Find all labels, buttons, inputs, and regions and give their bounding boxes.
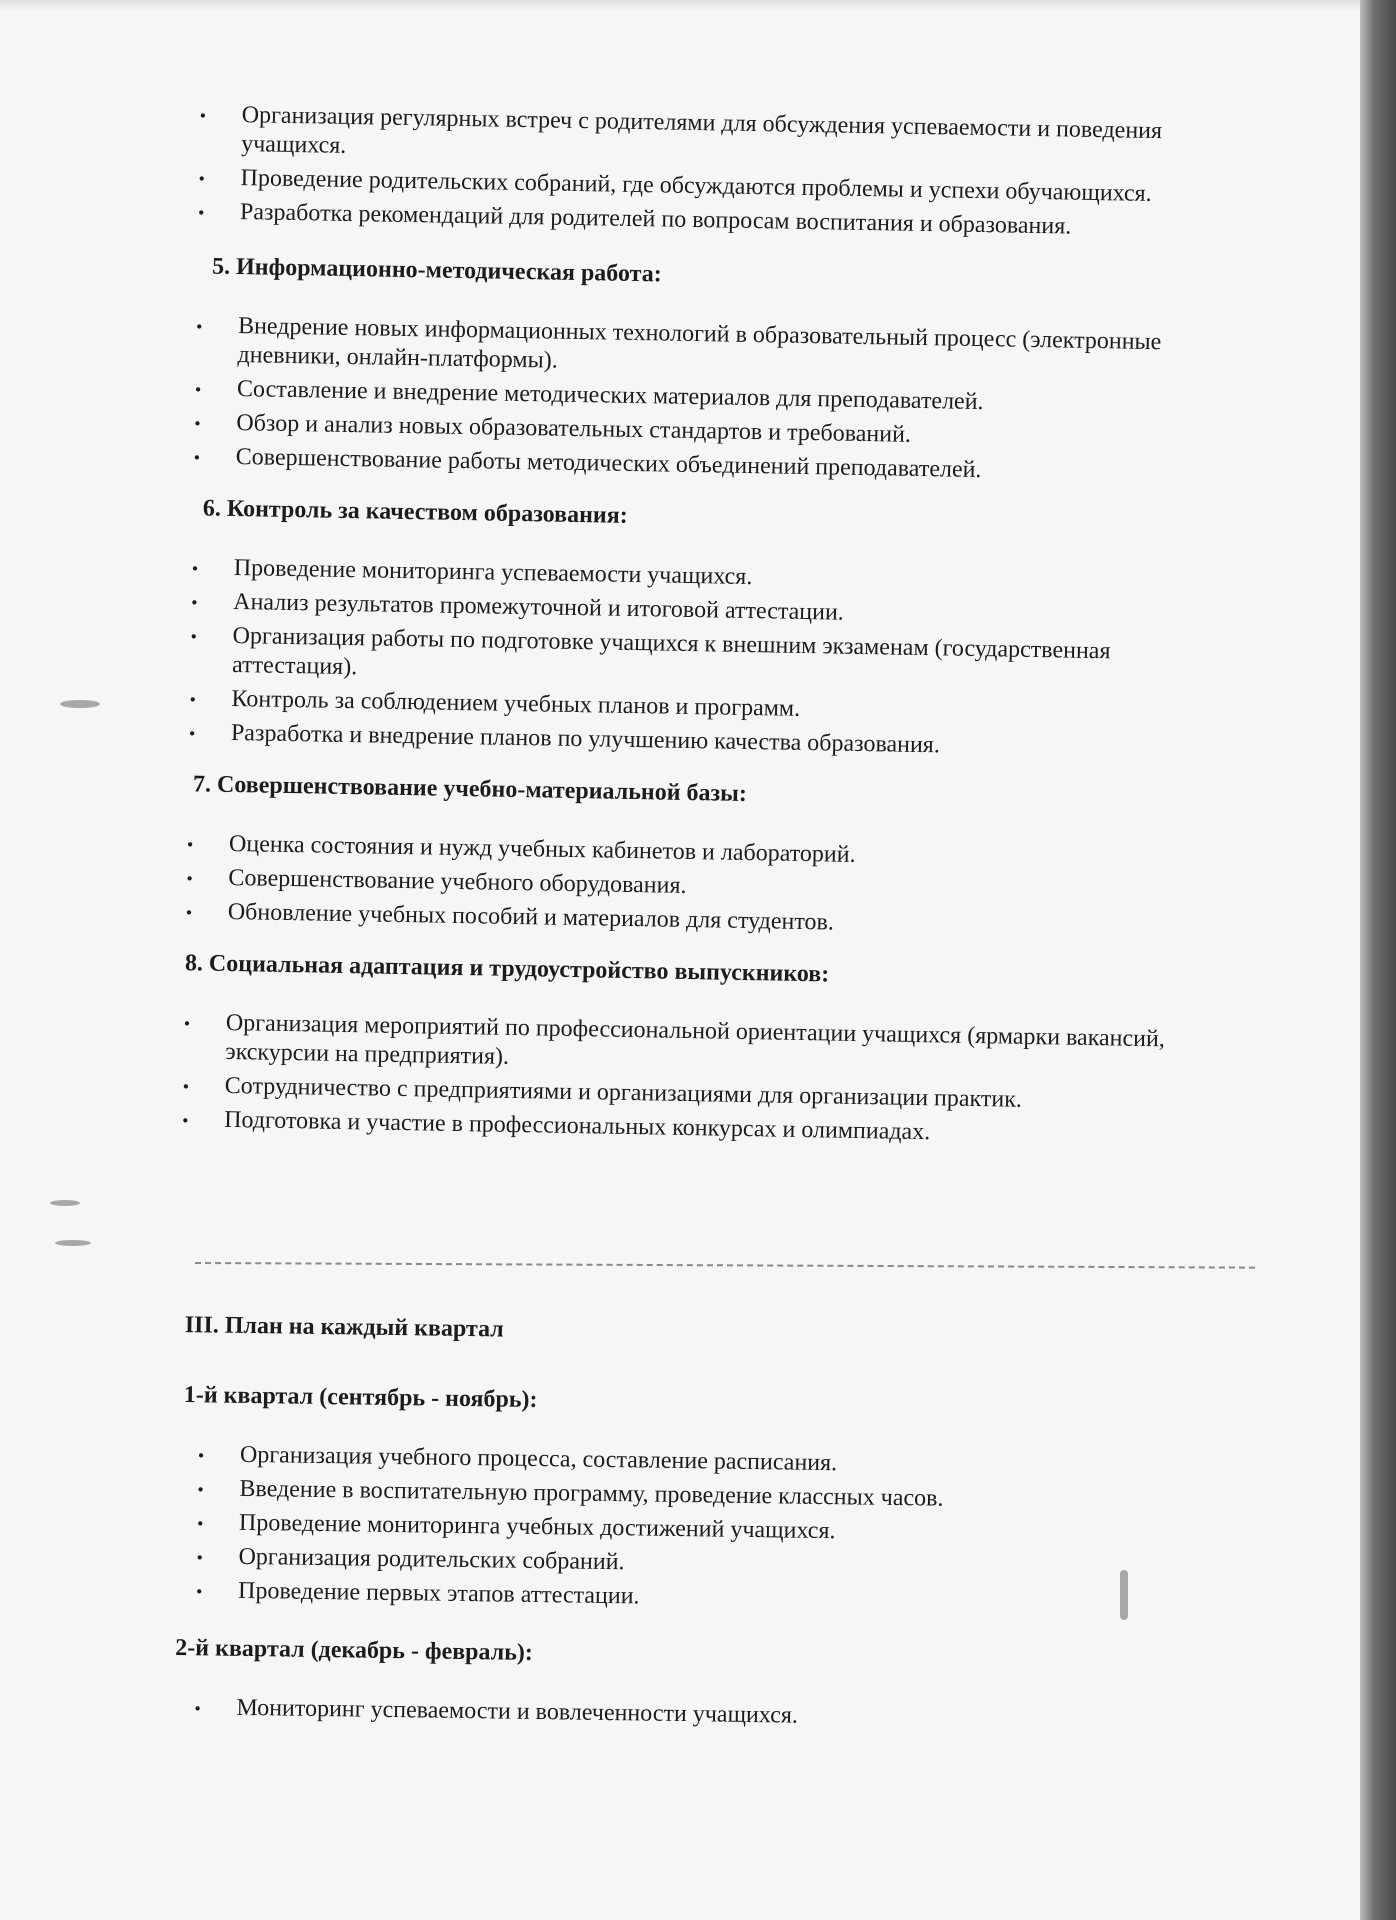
list-item: • Контроль за соблюдением учебных планов и программ. (189, 685, 801, 722)
bullet-icon: • (195, 1581, 203, 1602)
part-title: III. План на каждый квартал (184, 1312, 504, 1343)
list-item: • Обновление учебных пособий и материалов для студентов. (185, 898, 835, 936)
list-item: • Мониторинг успеваемости и вовлеченности учащихся. (194, 1694, 799, 1729)
list-item: • Организация регулярных встреч с родителями для обсуждения успеваемости и поведения учащихся. (199, 102, 1163, 159)
list-item: • Внедрение новых информационных технологий в образовательный процесс (электронные дневники, онлайн-платформы). (195, 313, 1162, 374)
bullet-icon: • (199, 105, 207, 126)
scan-smudge (55, 1240, 91, 1246)
list-item: • Оценка состояния и нужд учебных кабинетов и лабораторий. (186, 830, 856, 868)
list-item: • Проведение родительских собраний, где обсуждаются проблемы и успехи обучающихся. (198, 165, 1152, 207)
scan-smudge (50, 1200, 80, 1206)
bullet-icon: • (186, 834, 194, 855)
list-item: • Проведение мониторинга учебных достижений учащихся. (196, 1509, 836, 1545)
bullet-icon: • (188, 723, 196, 744)
list-item: • Организация работы по подготовке учащихся к внешним экзаменам (государственная аттестация). (190, 623, 1111, 681)
bullet-icon: • (194, 413, 201, 434)
section-list (174, 311, 1257, 490)
bullet-icon: • (194, 1698, 201, 1719)
quarter-title: 2-й квартал (декабрь - февраль): (175, 1634, 534, 1666)
bullet-icon: • (197, 1445, 205, 1466)
bullet-icon: • (183, 1013, 191, 1034)
list-item: • Совершенствование работы методических объединений преподавателей. (193, 444, 982, 484)
list-item: • Подготовка и участие в профессиональных конкурсах и олимпиадах. (182, 1106, 931, 1146)
list-item: • Разработка и внедрение планов по улучшению качества образования. (188, 719, 941, 759)
bullet-icon: • (198, 168, 206, 189)
bullet-icon: • (193, 447, 201, 468)
section-list (169, 553, 1252, 766)
bullet-icon: • (197, 202, 205, 223)
quarter-title: 1-й квартал (сентябрь - ноябрь): (183, 1382, 538, 1413)
document-page-lower (174, 1310, 1260, 1742)
section-list (166, 829, 1248, 945)
document-page-upper (162, 100, 1260, 1158)
scan-smudge (60, 700, 100, 708)
bullet-icon: • (196, 1547, 204, 1568)
list-item: • Сотрудничество с предприятиями и организациями для организации практик. (182, 1072, 1023, 1113)
list-item: • Организация родительских собраний. (196, 1543, 625, 1576)
bullet-icon: • (194, 379, 202, 400)
list-item: • Составление и внедрение методических материалов для преподавателей. (194, 376, 984, 416)
scan-right-edge (1360, 0, 1396, 1920)
bullet-icon: • (186, 868, 193, 889)
bullet-icon: • (182, 1076, 190, 1097)
list-item: • Проведение первых этапов аттестации. (195, 1577, 640, 1610)
scan-top-shadow (0, 0, 1396, 10)
list-item: • Организация учебного процесса, составление расписания. (197, 1441, 838, 1477)
section-title: 7. Совершенствование учебно-материальной базы: (192, 771, 748, 807)
list-item: • Обзор и анализ новых образовательных стандартов и требований. (194, 410, 912, 448)
list-item: • Организация мероприятий по профессиональной ориентации учащихся (ярмарки вакансий, экскурсии на предприятия). (183, 1009, 1166, 1070)
bullet-icon: • (191, 558, 199, 579)
bullet-icon: • (196, 1513, 204, 1534)
page-divider (195, 1262, 1255, 1269)
quarter-list (174, 1693, 1254, 1737)
section-title: 6. Контроль за качеством образования: (202, 495, 628, 529)
bullet-icon: • (197, 1479, 204, 1500)
list-item: • Совершенствование учебного оборудования. (186, 864, 687, 899)
bullet-icon: • (190, 626, 198, 647)
quarter-list (176, 1440, 1258, 1620)
list-item: • Разработка рекомендаций для родителей по вопросам воспитания и образования. (197, 199, 1072, 240)
list-item: • Проведение мониторинга успеваемости учащихся. (191, 555, 753, 591)
parent-work-list (178, 100, 1260, 245)
bullet-icon: • (195, 316, 203, 337)
list-item: • Анализ результатов промежуточной и итоговой аттестации. (191, 589, 845, 626)
bullet-icon: • (189, 689, 197, 710)
section-title: 5. Информационно-методическая работа: (211, 253, 662, 288)
section-title: 8. Социальная адаптация и трудоустройство выпускников: (184, 950, 830, 988)
bullet-icon: • (185, 902, 193, 923)
list-item: • Введение в воспитательную программу, проведение классных часов. (197, 1475, 944, 1512)
section-list (162, 1008, 1244, 1153)
bullet-icon: • (191, 592, 198, 613)
bullet-icon: • (182, 1110, 189, 1131)
